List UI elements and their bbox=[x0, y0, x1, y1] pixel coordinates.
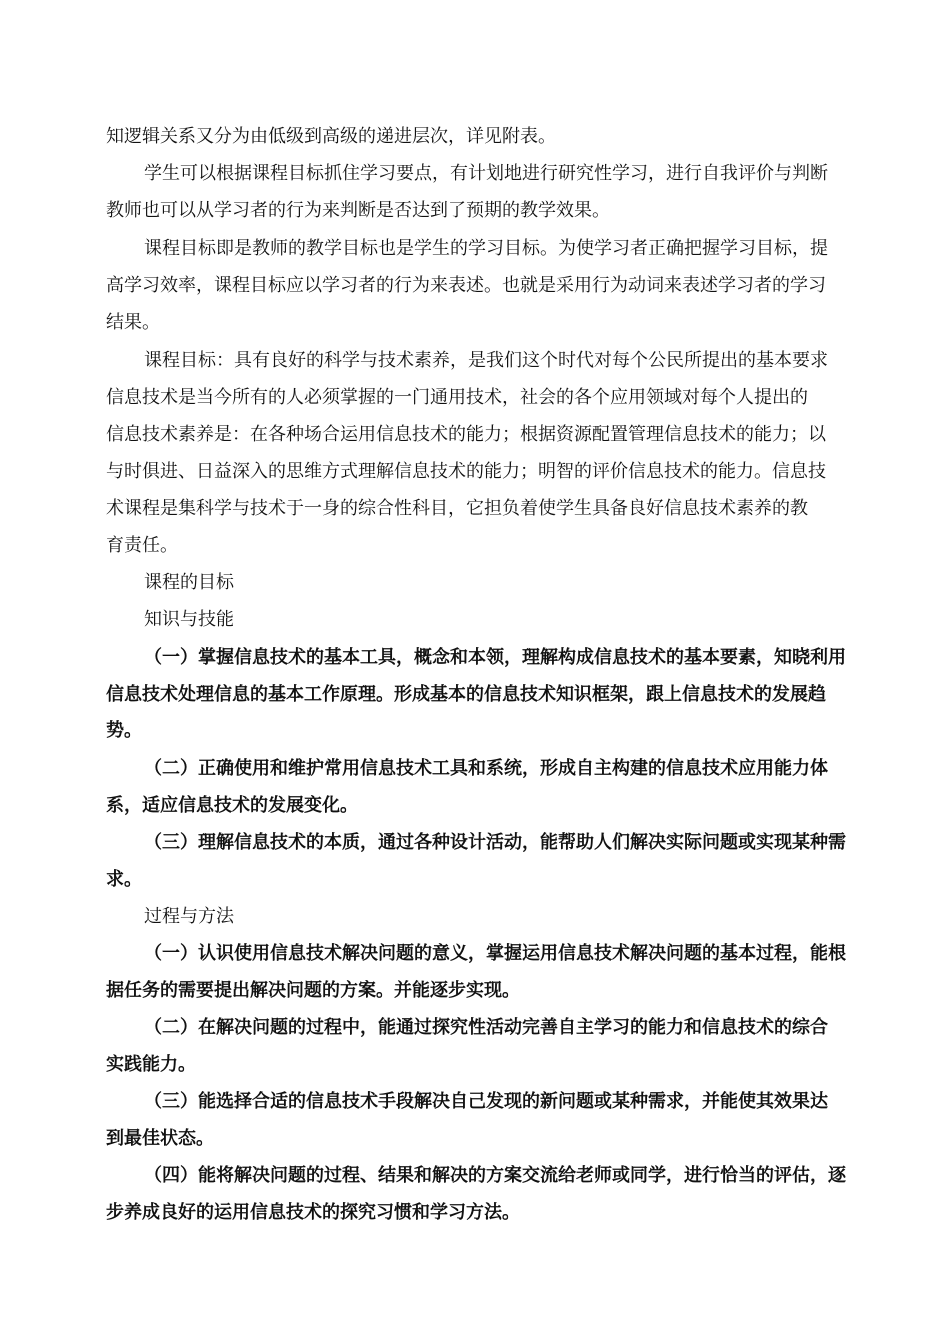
section-heading: 知识与技能 bbox=[144, 609, 234, 630]
text-line: 信息技术素养是：在各种场合运用信息技术的能力；根据资源配置管理信息技术的能力；以 bbox=[106, 424, 826, 445]
text-line: 术课程是集科学与技术于一身的综合性科目，它担负着使学生具备良好信息技术素养的教 bbox=[106, 498, 808, 519]
section-heading: 过程与方法 bbox=[144, 906, 234, 927]
section-heading: 课程的目标 bbox=[144, 572, 234, 593]
text-line: 到最佳状态。 bbox=[106, 1128, 214, 1149]
text-line: 实践能力。 bbox=[106, 1054, 196, 1075]
text-line: 课程目标即是教师的教学目标也是学生的学习目标。为使学习者正确把握学习目标，提 bbox=[144, 238, 828, 259]
text-line: （三）能选择合适的信息技术手段解决自己发现的新问题或某种需求，并能使其效果达 bbox=[144, 1091, 828, 1112]
text-line: 与时俱进、日益深入的思维方式理解信息技术的能力；明智的评价信息技术的能力。信息技 bbox=[106, 461, 826, 482]
text-line: 系，适应信息技术的发展变化。 bbox=[106, 795, 358, 816]
text-line: 步养成良好的运用信息技术的探究习惯和学习方法。 bbox=[106, 1202, 520, 1223]
text-line: 势。 bbox=[106, 720, 142, 741]
text-line: 求。 bbox=[106, 869, 142, 890]
text-line: 结果。 bbox=[106, 312, 160, 333]
text-line: 课程目标：具有良好的科学与技术素养，是我们这个时代对每个公民所提出的基本要求 bbox=[144, 350, 828, 371]
text-line: （三）理解信息技术的本质，通过各种设计活动，能帮助人们解决实际问题或实现某种需 bbox=[144, 832, 846, 853]
text-line: （四）能将解决问题的过程、结果和解决的方案交流给老师或同学，进行恰当的评估，逐 bbox=[144, 1165, 846, 1186]
text-line: （一）认识使用信息技术解决问题的意义，掌握运用信息技术解决问题的基本过程，能根 bbox=[144, 943, 846, 964]
text-line: 学生可以根据课程目标抓住学习要点，有计划地进行研究性学习，进行自我评价与判断 bbox=[144, 163, 828, 184]
text-line: 高学习效率，课程目标应以学习者的行为来表述。也就是采用行为动词来表述学习者的学习 bbox=[106, 275, 826, 296]
text-line: 信息技术处理信息的基本工作原理。形成基本的信息技术知识框架，跟上信息技术的发展趋 bbox=[106, 684, 826, 705]
text-line: 知逻辑关系又分为由低级到高级的递进层次，详见附表。 bbox=[106, 126, 556, 147]
text-line: 育责任。 bbox=[106, 535, 178, 556]
text-line: 据任务的需要提出解决问题的方案。并能逐步实现。 bbox=[106, 980, 520, 1001]
text-line: （二）正确使用和维护常用信息技术工具和系统，形成自主构建的信息技术应用能力体 bbox=[144, 758, 828, 779]
text-line: （二）在解决问题的过程中，能通过探究性活动完善自主学习的能力和信息技术的综合 bbox=[144, 1017, 828, 1038]
text-line: （一）掌握信息技术的基本工具，概念和本领，理解构成信息技术的基本要素，知晓利用 bbox=[144, 647, 846, 668]
text-line: 信息技术是当今所有的人必须掌握的一门通用技术，社会的各个应用领域对每个人提出的 bbox=[106, 387, 808, 408]
text-line: 教师也可以从学习者的行为来判断是否达到了预期的教学效果。 bbox=[106, 200, 610, 221]
